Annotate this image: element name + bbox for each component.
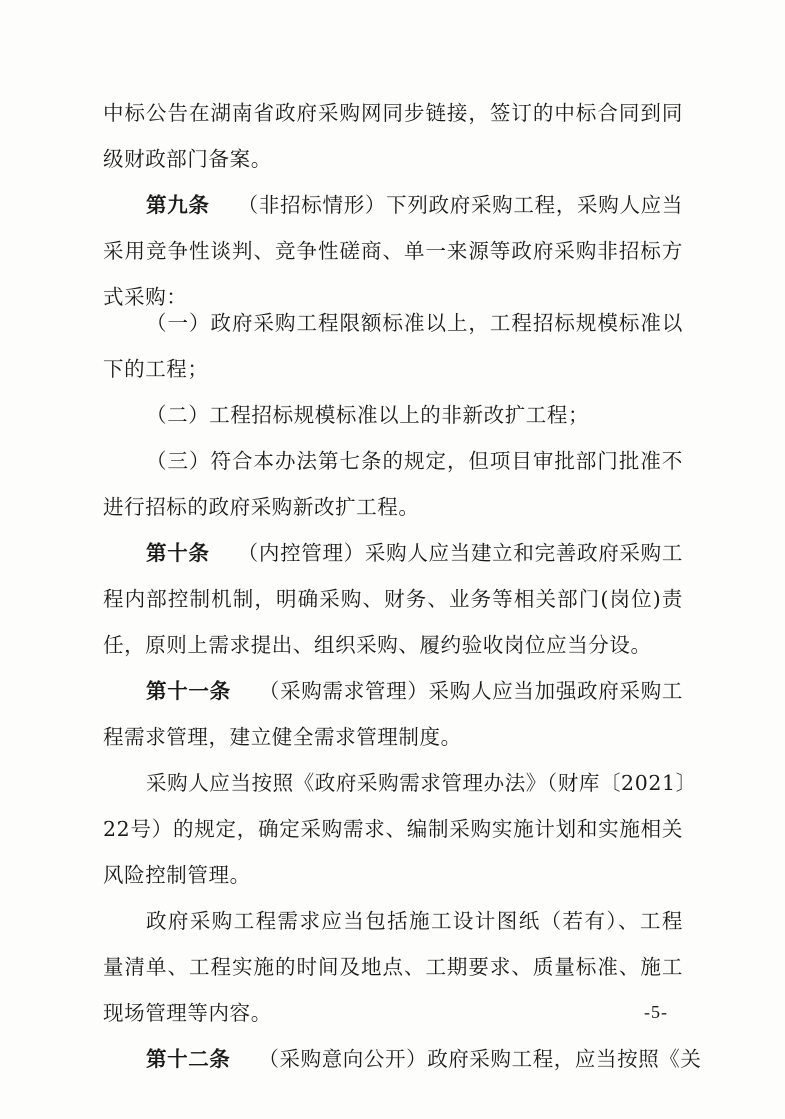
text-line: 任，原则上需求提出、组织采购、履约验收岗位应当分设。 <box>103 633 652 657</box>
text-line: 程内部控制机制，明确采购、财务、业务等相关部门(岗位)责 <box>103 587 683 611</box>
list-item-3: （三）符合本办法第七条的规定，但项目审批部门批准不 <box>146 449 683 473</box>
text-line: 进行招标的政府采购新改扩工程。 <box>103 495 420 519</box>
text-line: 量清单、工程实施的时间及地点、工期要求、质量标准、施工 <box>103 955 683 979</box>
article-title: 第十条 <box>146 541 210 565</box>
article-title: 第十一条 <box>146 679 231 703</box>
text-line: 采用竞争性谈判、竞争性磋商、单一来源等政府采购非招标方 <box>103 239 683 263</box>
article-title: 第九条 <box>146 193 210 217</box>
text-line: 级财政部门备案。 <box>103 147 272 171</box>
page-number: -5- <box>644 1002 668 1022</box>
text-line: 风险控制管理。 <box>103 863 251 887</box>
text-line: 中标公告在湖南省政府采购网同步链接，签订的中标合同到同 <box>103 101 683 125</box>
text-line: 政府采购工程需求应当包括施工设计图纸（若有）、工程 <box>146 909 683 933</box>
text-line: 程需求管理，建立健全需求管理制度。 <box>103 725 462 749</box>
list-item-2: （二）工程招标规模标准以上的非新改扩工程； <box>146 403 590 427</box>
text-line: 下的工程； <box>103 357 209 381</box>
text-line: 22号）的规定，确定采购需求、编制采购实施计划和实施相关 <box>103 817 683 841</box>
list-item-1: （一）政府采购工程限额标准以上，工程招标规模标准以 <box>146 311 683 335</box>
article-11-heading: 第十一条 （采购需求管理）采购人应当加强政府采购工 <box>146 679 684 703</box>
article-12-heading: 第十二条 （采购意向公开）政府采购工程，应当按照《关 <box>146 1047 702 1071</box>
article-9-heading: 第九条 （非招标情形）下列政府采购工程，采购人应当 <box>146 193 683 217</box>
text-line: 现场管理等内容。 <box>103 1001 272 1025</box>
text-line: 式采购： <box>103 285 188 309</box>
article-title: 第十二条 <box>146 1047 231 1071</box>
text-line: 采购人应当按照《政府采购需求管理办法》（财库〔2021〕 <box>146 771 697 795</box>
article-10-heading: 第十条 （内控管理）采购人应当建立和完善政府采购工 <box>146 541 683 565</box>
